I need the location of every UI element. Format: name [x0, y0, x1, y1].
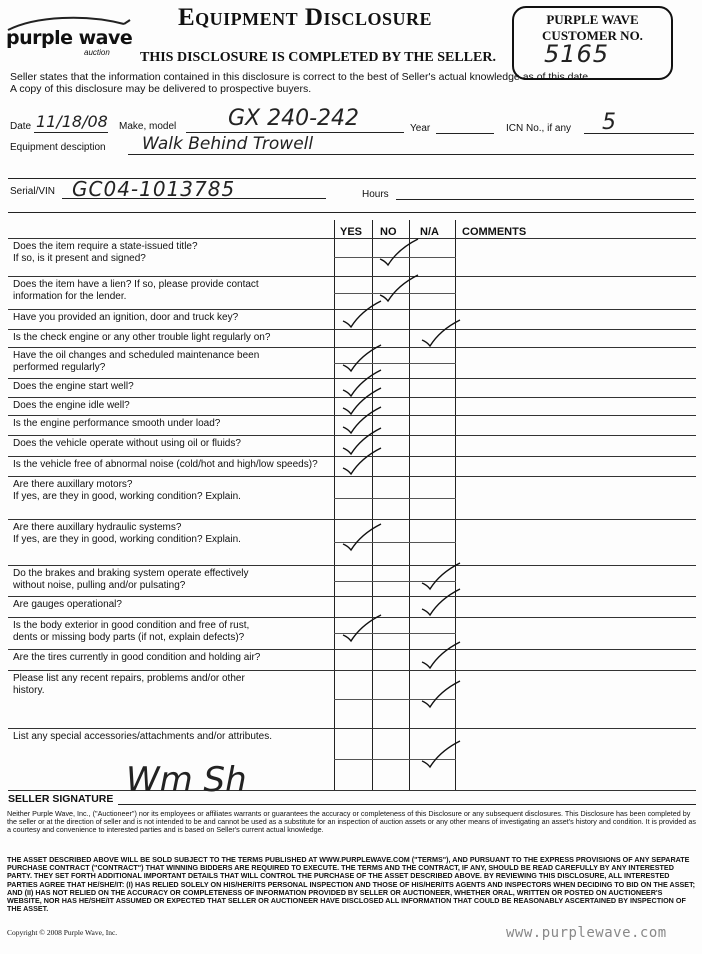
question-text: Is the check engine or any other trouble light regularly on?: [13, 332, 271, 343]
checkmark-icon[interactable]: [418, 640, 464, 672]
customer-number-box: [512, 6, 673, 80]
serial-value[interactable]: GC04-1013785: [72, 177, 236, 201]
question-text: Do the brakes and braking system operate effectively without noise, pulling and/or pulsating?: [13, 568, 249, 591]
checkmark-icon[interactable]: [339, 299, 385, 331]
logo-text: purple wave: [6, 27, 133, 49]
question-text: Are there auxillary motors? If yes, are they in good, working condition? Explain.: [13, 479, 241, 502]
row-divider: [8, 728, 696, 729]
checkmark-icon[interactable]: [418, 739, 464, 771]
seller-signature-label: SELLER SIGNATURE: [8, 793, 114, 805]
checkmark-icon[interactable]: [339, 613, 385, 645]
intro-line-1: Seller states that the information contained in this disclosure is correct to the best of Seller's actual knowledge as of this date.: [10, 71, 591, 83]
checkmark-icon[interactable]: [418, 679, 464, 711]
disclaimer-terms: THE ASSET DESCRIBED ABOVE WILL BE SOLD SUBJECT TO THE TERMS PUBLISHED AT WWW.PURPLEWAVE.COM ("TERMS"), AND PURSUANT TO THE EXPRESS PROVISIONS OF ANY SEPARATE PURCHASE CONTRACT ("CONTRACT") THAT WINNING BIDDERS ARE REQUIRED TO EXECUTE. THE TERMS AND THE CONTRACT, IF ANY, SHOULD BE READ CAREFULLY BY ANY INTERESTED PARTY. THEY SET FORTH ADDITIONAL IMPORTANT DETAILS THAT WILL CONTROL THE PURCHASE OF THE ASSET DESCRIBED ABOVE. BY REVIEWING THIS DISCLOSURE, ALL INTERESTED PARTIES AGREE THAT HE/SHE/IT: (I) HAS RELIED SOLELY ON HIS/HER/ITS PERSONAL INSPECTION AND THOSE OF HIS/HER/ITS AGENTS AND INSPECTORS WHEN DECIDING TO BID ON THE ASSET; AND (II) HAS NOT RELIED ON THE ACCURACY OR COMPLETENESS OF INFORMATION PROVIDED BY SELLER OR AUCTIONEER, WHETHER ORAL, WRITTEN OR POSTED ON AUCTIONEER'S WEBSITE, NOR HAS HE/SHE/IT ASSUMED OR EXPECTED THAT SELLER OR AUCTIONEER HAVE DISCLOSED ALL INFORMATION THAT COULD BE REASONABLY ASCERTAINED BY INSPECTION OF THE ASSET.: [7, 855, 696, 914]
question-text: Have you provided an ignition, door and truck key?: [13, 312, 239, 323]
question-text: Are gauges operational?: [13, 599, 122, 610]
subtitle: THIS DISCLOSURE IS COMPLETED BY THE SELLER.: [140, 50, 496, 65]
question-text: List any special accessories/attachments and/or attributes.: [13, 731, 273, 742]
row-divider: [8, 649, 696, 650]
question-text: Please list any recent repairs, problems and/or other history.: [13, 673, 245, 696]
question-text: Have the oil changes and scheduled maintenance been performed regularly?: [13, 350, 260, 373]
copyright: Copyright © 2008 Purple Wave, Inc.: [7, 928, 118, 937]
column-na: N/A: [420, 226, 439, 238]
page-title: Equipment Disclosure: [178, 4, 433, 31]
column-comments: COMMENTS: [462, 226, 527, 238]
checkmark-icon[interactable]: [376, 237, 422, 269]
question-text: Does the item have a lien? If so, please provide contact information for the lender.: [13, 279, 259, 302]
seller-signature[interactable]: Wm Sh: [126, 760, 247, 800]
checkmark-icon[interactable]: [418, 318, 464, 350]
row-divider: [8, 670, 696, 671]
row-divider: [8, 519, 696, 520]
question-text: Is the engine performance smooth under load?: [13, 418, 221, 429]
question-text: Does the engine idle well?: [13, 400, 130, 411]
checkmark-icon[interactable]: [339, 446, 385, 478]
intro-text: [10, 71, 700, 95]
website-watermark: www.purplewave.com: [506, 925, 667, 941]
row-divider: [8, 790, 696, 791]
checkmark-icon[interactable]: [418, 587, 464, 619]
question-text: Does the vehicle operate without using oil or fluids?: [13, 438, 241, 449]
date-label: Date: [10, 121, 32, 132]
column-no: NO: [380, 226, 397, 238]
purple-wave-logo: [6, 14, 136, 57]
disclaimer-courtesy: Neither Purple Wave, Inc., ("Auctioneer") nor its employees or affiliates warrants or guarantees the accuracy or completeness of this Disclosure or any subsequent disclosures. This Disclosure has been completed by the seller or at the direction of seller and is not intended to be and cannot be used as a substitute for an inspection of auction assets or any other means of investigating an asset's history and condition. It is provided as a courtesy and convenience to interested parties and is based on Seller's current actual knowledge.: [7, 809, 696, 834]
question-text: Does the item require a state-issued title? If so, is it present and signed?: [13, 241, 198, 264]
row-divider: [8, 565, 696, 566]
question-text: Are there auxillary hydraulic systems? If yes, are they in good, working condition? Explain.: [13, 522, 241, 545]
question-text: Is the body exterior in good condition and free of rust, dents or missing body parts (if not, explain defects)?: [13, 620, 250, 643]
intro-line-2: A copy of this disclosure may be delivered to prospective buyers.: [10, 83, 312, 95]
serial-label: Serial/VIN: [10, 186, 56, 197]
make-model-value[interactable]: GX 240-242: [228, 106, 360, 131]
answer-cell-divider: [334, 498, 456, 499]
hours-label: Hours: [362, 189, 389, 200]
checkmark-icon[interactable]: [339, 522, 385, 554]
year-label: Year: [410, 123, 431, 134]
row-divider: [8, 238, 696, 239]
icn-label: ICN No., if any: [506, 123, 572, 134]
make-model-label: Make, model: [119, 121, 177, 132]
description-value[interactable]: Walk Behind Trowell: [142, 134, 314, 154]
question-text: Does the engine start well?: [13, 381, 134, 392]
description-label: Equipment desciption: [10, 142, 106, 153]
icn-value[interactable]: 5: [602, 110, 616, 135]
date-value[interactable]: 11/18/08: [36, 112, 108, 131]
customer-box-label: PURPLE WAVE CUSTOMER NO.: [542, 12, 643, 43]
column-yes: YES: [340, 226, 363, 238]
customer-number: 5165: [544, 40, 610, 68]
row-divider: [8, 596, 696, 597]
logo-subtext: auction: [84, 48, 110, 57]
question-text: Are the tires currently in good condition and holding air?: [13, 652, 261, 663]
row-divider: [8, 276, 696, 277]
question-text: Is the vehicle free of abnormal noise (cold/hot and high/low speeds)?: [13, 459, 318, 470]
